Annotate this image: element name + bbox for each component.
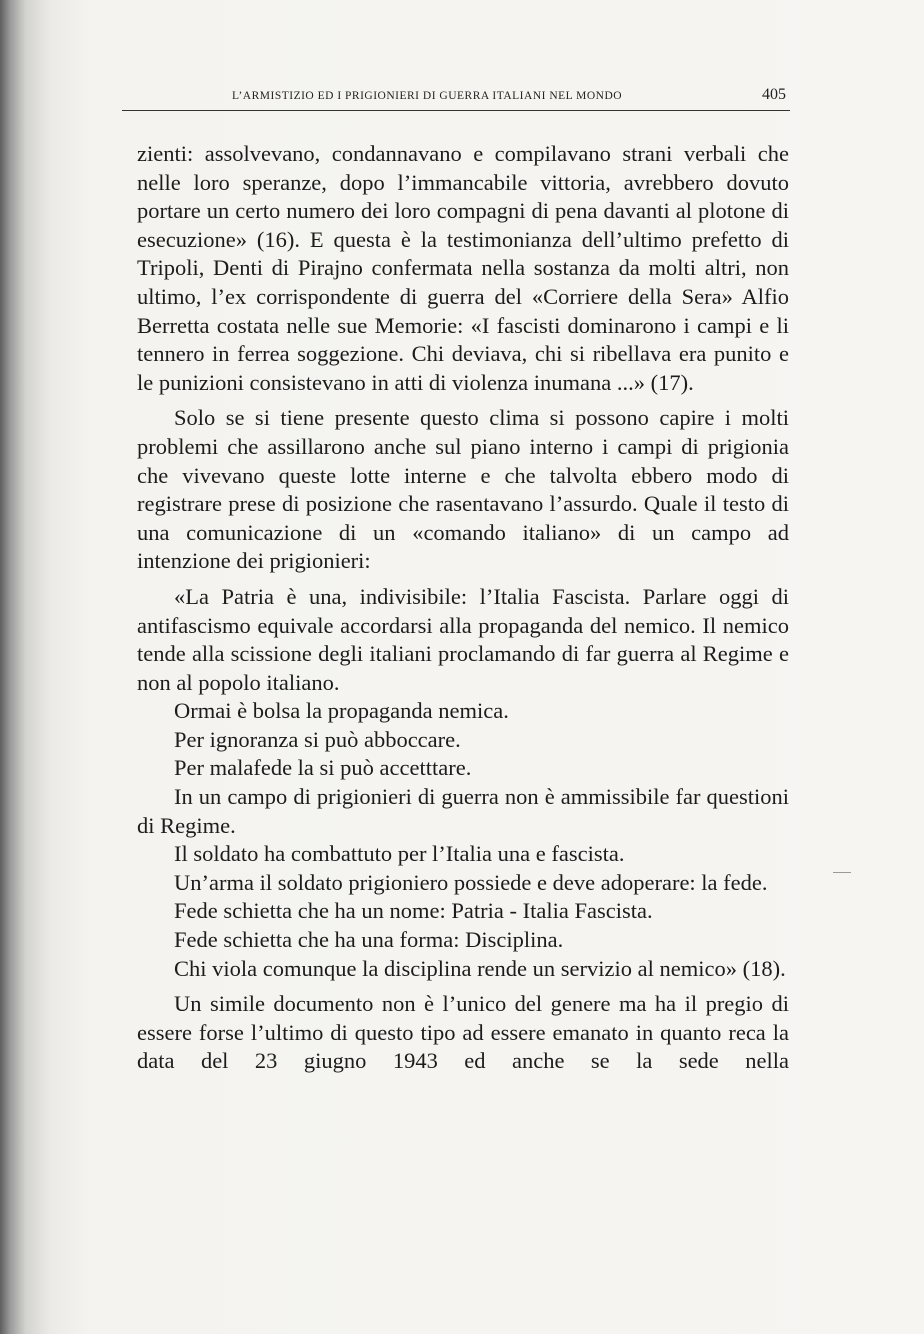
margin-mark [833, 872, 851, 873]
quote-line: Fede schietta che ha una forma: Disciplina. [174, 927, 564, 953]
quote-line: «La Patria è una, indivisibile: l’Italia Fascista. Parlare oggi di antifascismo equivale accordarsi alla propaganda del nemico. Il nemico tende alla scissione degli italiani proclamando di far guerra al Regime e non al popolo italiano. [137, 583, 789, 695]
paragraph-continued: zienti: assolvevano, condannavano e compilavano strani verbali che nelle loro speranze, dopo l’immancabile vittoria, avrebbero dovuto portare un certo numero dei loro compagni di pena davanti al plotone di esecuzione» (16). E questa è la testimonianza dell’ultimo prefetto di Tripoli, Denti di Pirajno confermata nella sostanza da molti altri, non ultimo, l’ex corrispondente di guerra del «Corriere della Sera» Alfio Berretta costata nelle sue Memorie: «I fascisti dominarono i campi e li tennero in ferrea soggezione. Chi deviava, chi si ribellava era punito e le punizioni consistevano in atti di violenza inumana ...» (17). [137, 141, 789, 395]
quote-line: Un’arma il soldato prigioniero possiede e deve adoperare: la fede. [174, 869, 768, 895]
quote-line: Il soldato ha combattuto per l’Italia una e fascista. [174, 841, 625, 867]
page-header [122, 86, 790, 111]
quote-line: Per malafede la si può accetttare. [174, 755, 472, 781]
paragraph-context: Solo se si tiene presente questo clima si possono capire i molti problemi che assillarono anche sul piano interno i campi di prigionia che vivevano queste lotte interne e che talvolta ebbero modo di registrare prese di posizione che rasentavano l’assurdo. Quale il testo di una comunicazione di un «comando italiano» di un campo ad intenzione dei prigionieri: [137, 405, 789, 574]
quoted-communication [137, 583, 789, 983]
paragraph-closing: Un simile documento non è l’unico del genere ma ha il pregio di essere forse l’ultimo di questo tipo ad essere emanato in quanto reca la data del 23 giugno 1943 ed anche se la sede nella [137, 991, 789, 1074]
quote-line: Chi viola comunque la disciplina rende un servizio al nemico» (18). [174, 955, 786, 981]
page-number: 405 [762, 86, 786, 103]
quote-line: Ormai è bolsa la propaganda nemica. [174, 698, 509, 724]
running-title: L’ARMISTIZIO ED I PRIGIONIERI DI GUERRA ITALIANI NEL MONDO [232, 90, 623, 102]
body-text [137, 140, 789, 1076]
quote-line: Per ignoranza si può abboccare. [174, 726, 461, 752]
quote-line: In un campo di prigionieri di guerra non è ammissibile far questioni di Regime. [137, 784, 789, 838]
quote-line: Fede schietta che ha un nome: Patria - Italia Fascista. [174, 898, 653, 924]
